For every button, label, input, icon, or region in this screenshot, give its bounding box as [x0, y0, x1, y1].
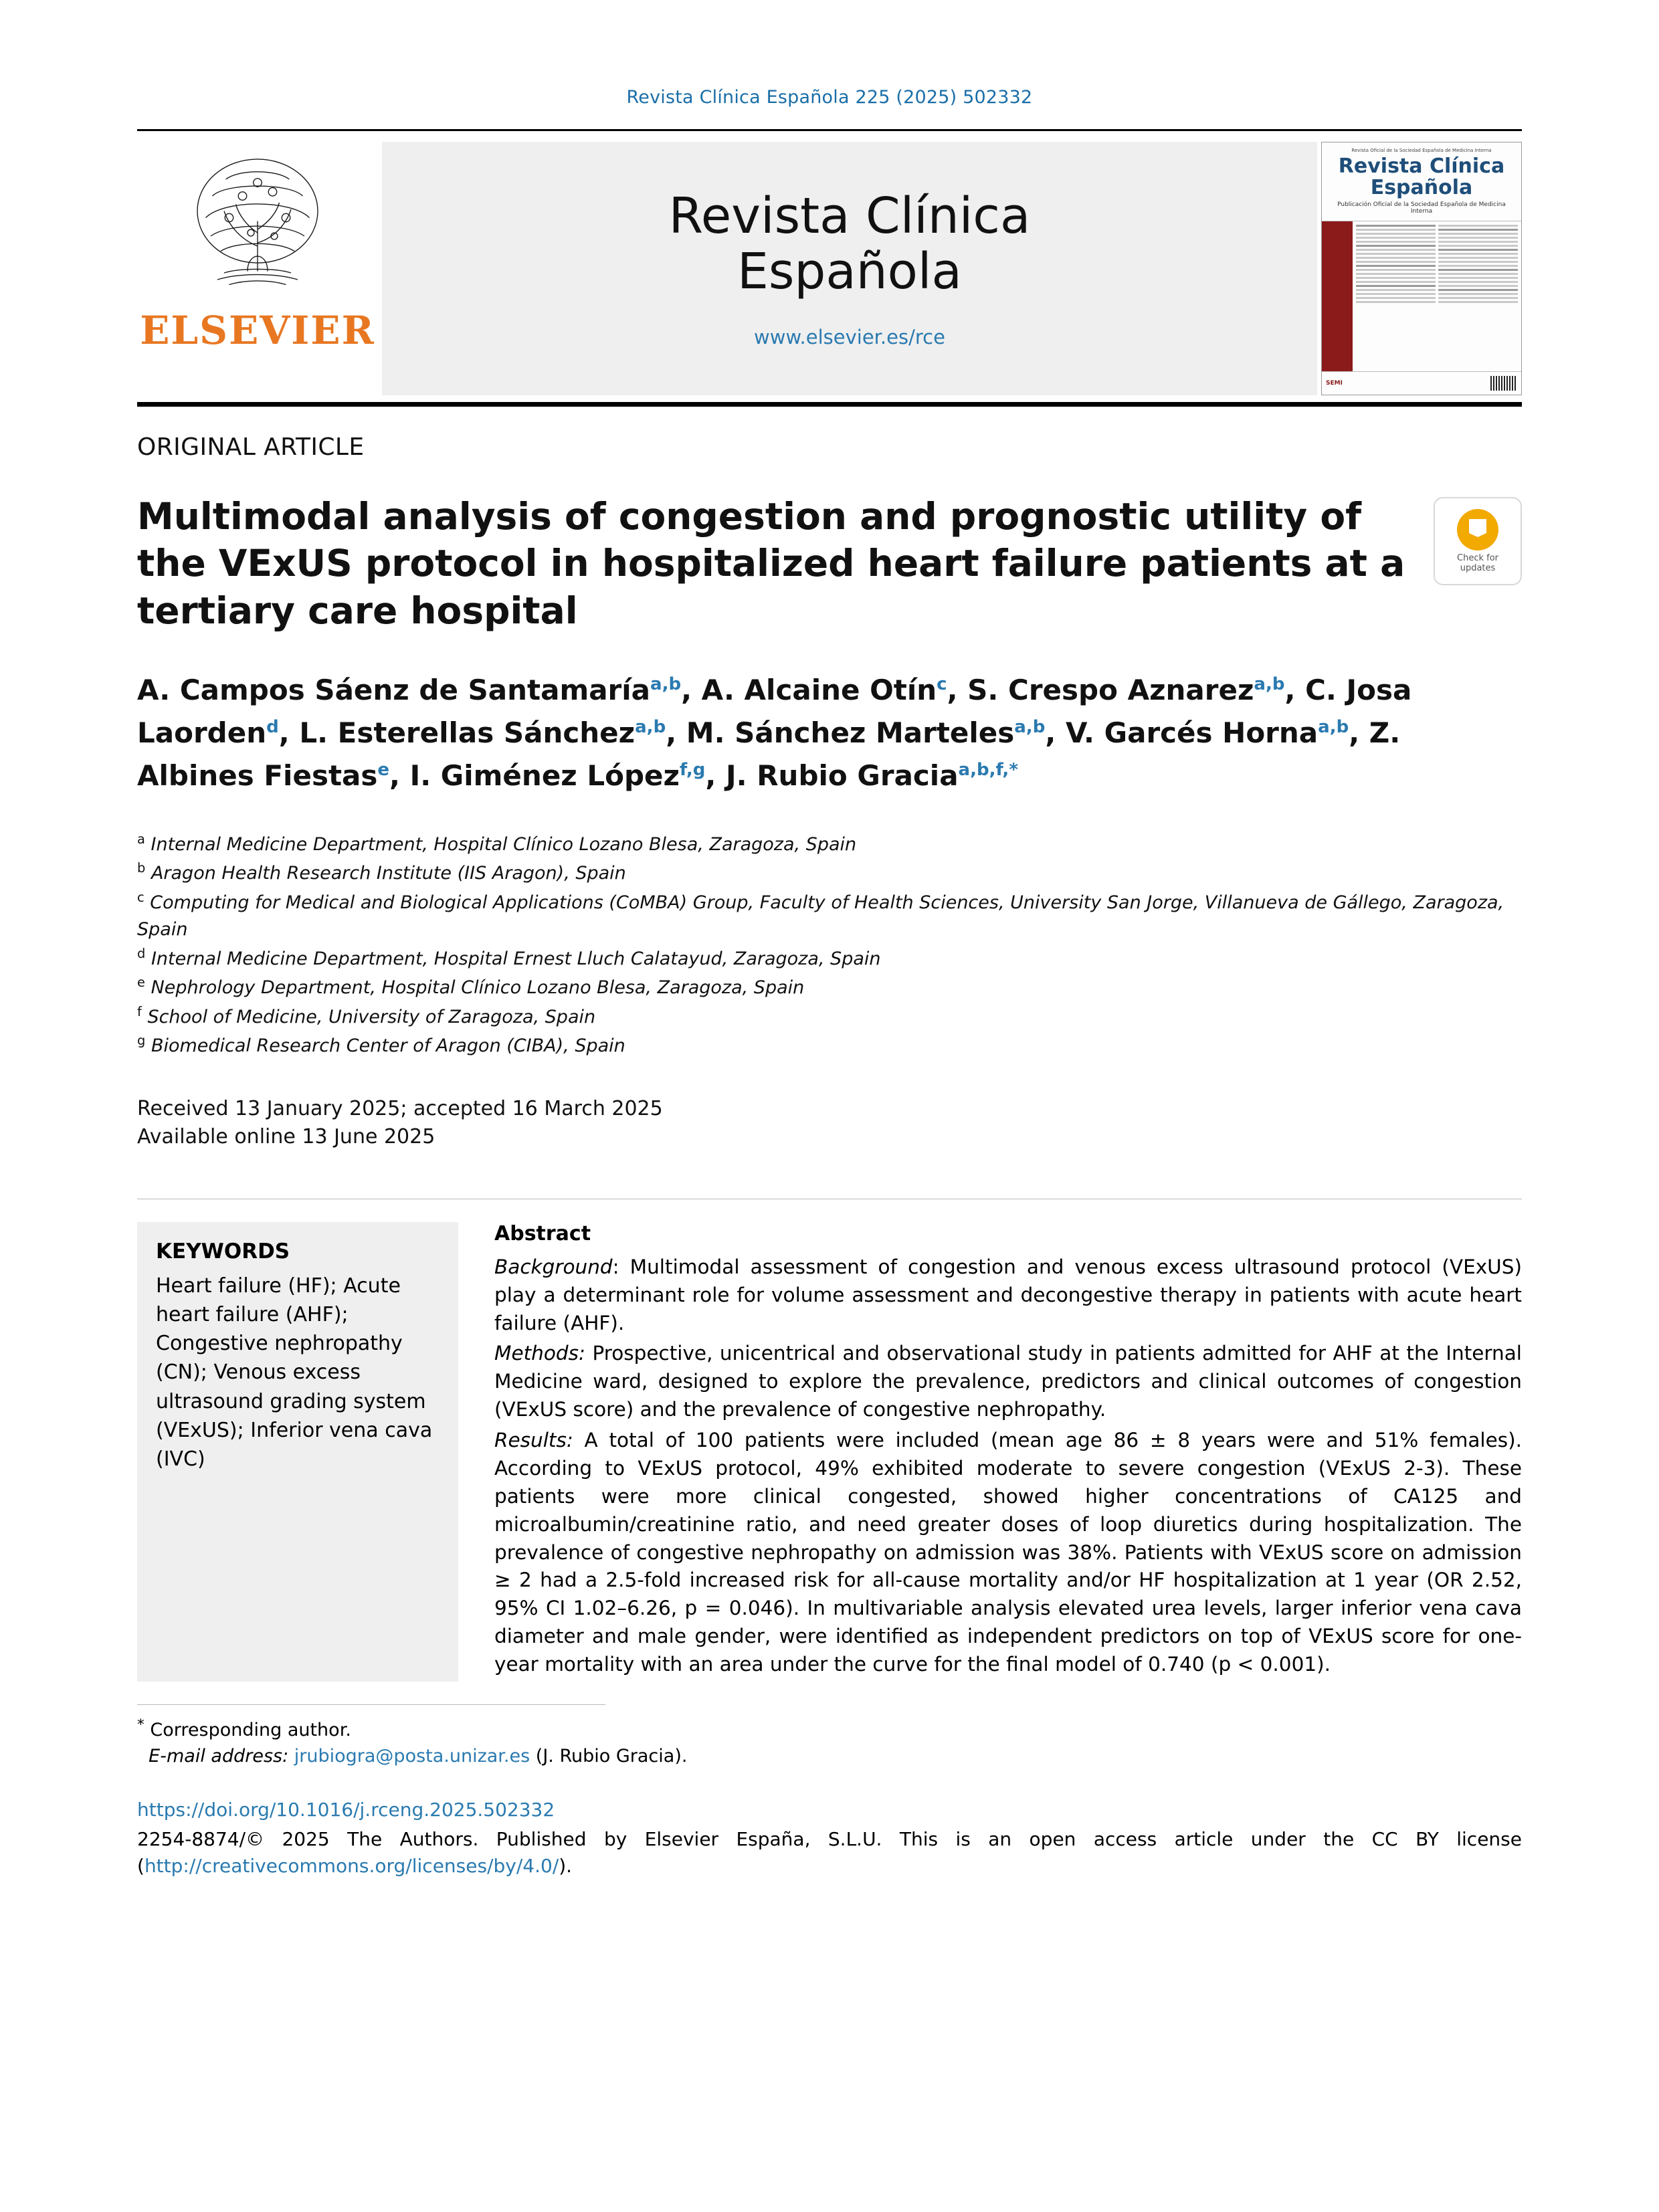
available-online-line: Available online 13 June 2025 — [137, 1125, 435, 1149]
keywords-box — [137, 1222, 458, 1682]
affiliation-item: $^e$ Nephrology Department, Hospital Clínico Lozano Blesa, Zaragoza, Spain — [137, 975, 805, 999]
journal-title-block — [382, 142, 1317, 395]
barcode-icon — [1490, 376, 1517, 391]
running-head: Revista Clínica Española 225 (2025) 502332 — [626, 87, 1033, 108]
cover-title-line1: Revista Clínica — [1338, 155, 1505, 179]
footnote-divider — [137, 1704, 605, 1705]
abstract-results: Results: A total of 100 patients were included (mean age 86 ± 8 years were and 51% females). According to VExUS protocol, 49% exhibited moderate to severe congestion (VExUS 2-3). These patients were more clinical congested, showed higher concentrations of CA125 and microalbumin/creatinine ratio, and need greater doses of loop diuretics during hospitalization. The prevalence of congestive nephropathy on admission was 38%. Patients with VExUS score on admission ≥ 2 had a 2.5-fold increased risk for all-cause mortality and/or HF hospitalization at 1 year (OR 2.52, 95% CI 1.02–6.26, p = 0.046). In multivariable analysis elevated urea levels, larger inferior vena cava diameter and male gender, were identified as independent predictors on top of VExUS score for one-year mortality with an area under the curve for the final model of 0.740 (p < 0.001). — [494, 1429, 1522, 1676]
cover-text-column — [1438, 225, 1518, 368]
crossmark-icon — [1457, 509, 1498, 550]
crossmark-label-line2: updates — [1460, 563, 1496, 573]
cover-top-note: Revista Oficial de la Sociedad Española de Medicina Interna — [1351, 148, 1492, 153]
copyright-notice: 2254-8874/© 2025 The Authors. Published by Elsevier España, S.L.U. This is an open access article under the CC BY license (http://creativecommons.org/licenses/by/4.0/). — [137, 1828, 1522, 1877]
elsevier-tree-icon — [174, 146, 341, 313]
abstract-methods: Methods: Prospective, unicentrical and observational study in patients admitted for AHF at the Internal Medicine ward, designed to explore the prevalence, predictors and clinical outcomes of congestion (VExUS score) and the prevalence of congestive nephropathy. — [494, 1342, 1522, 1421]
abstract-section — [494, 1222, 1522, 1682]
license-link[interactable]: http://creativecommons.org/licenses/by/4.0/ — [144, 1855, 559, 1877]
keywords-list: Heart failure (HF); Acute heart failure (AHF); Congestive nephropathy (CN); Venous excess ultrasound grading system (VExUS); Inferior vena cava (IVC) — [156, 1274, 433, 1471]
affiliation-item: $^b$ Aragon Health Research Institute (IIS Aragon), Spain — [137, 860, 626, 884]
affiliation-item: $^a$ Internal Medicine Department, Hospital Clínico Lozano Blesa, Zaragoza, Spain — [137, 831, 857, 855]
author-list: A. Campos Sáenz de Santamaría$^{a,b}$, A. Alcaine Otín$^c$, S. Crespo Aznarez$^{a,b}$, C. Josa Laorden$^d$, L. Esterellas Sánchez$^{a,b}$, M. Sánchez Marteles$^{a,b}$, V. Garcés Horna$^{a,b}$, Z. Albines Fiestas$^e$, I. Giménez López$^{f,g}$, J. Rubio Gracia$^{a,b,f,*}$ — [137, 674, 1412, 792]
article-history — [137, 1095, 1522, 1152]
email-link[interactable]: jrubiogra@posta.unizar.es — [294, 1746, 530, 1767]
publisher-name: ELSEVIER — [140, 308, 375, 353]
journal-cover-thumbnail — [1321, 142, 1522, 395]
affiliation-item: $^d$ Internal Medicine Department, Hospital Ernest Lluch Calatayud, Zaragoza, Spain — [137, 945, 881, 969]
corresponding-author-note: * Corresponding author. E-mail address: jrubiogra@posta.unizar.es (J. Rubio Gracia). — [137, 1716, 688, 1767]
affiliation-list — [137, 829, 1522, 1060]
cover-subtitle: Publicación Oficial de la Sociedad Española de Medicina Interna — [1337, 201, 1506, 215]
affiliation-item: $^c$ Computing for Medical and Biological Applications (CoMBA) Group, Faculty of Health Sciences, University San Jorge, Villanueva de Gállego, Zaragoza, Spain — [137, 889, 1504, 940]
crossmark-badge[interactable] — [1434, 497, 1522, 585]
publisher-logo — [137, 142, 378, 395]
abstract-heading: Abstract — [494, 1221, 591, 1245]
journal-title-line1: Revista Clínica — [668, 187, 1031, 245]
affiliation-item: $^f$ School of Medicine, University of Zaragoza, Spain — [137, 1003, 596, 1027]
crossmark-label-line1: Check for — [1457, 553, 1498, 563]
cover-spine — [1322, 221, 1353, 371]
journal-url-link[interactable]: www.elsevier.es/rce — [754, 326, 945, 349]
cover-title-line2: Española — [1370, 175, 1473, 199]
article-type-label: ORIGINAL ARTICLE — [137, 433, 365, 461]
doi-link[interactable]: https://doi.org/10.1016/j.rceng.2025.502332 — [137, 1799, 555, 1821]
society-logo: SEMI — [1326, 380, 1343, 387]
journal-title-line2: Española — [737, 242, 962, 300]
page-title: Multimodal analysis of congestion and prognostic utility of the VExUS protocol in hospitalized heart failure patients at a tertiary care hospital — [137, 495, 1405, 632]
journal-masthead — [137, 129, 1522, 407]
abstract-background: Background: Multimodal assessment of congestion and venous excess ultrasound protocol (VExUS) play a determinant role for volume assessment and decongestive therapy in patients with acute heart failure (AHF). — [494, 1255, 1522, 1334]
cover-text-column — [1356, 225, 1436, 368]
received-accepted-line: Received 13 January 2025; accepted 16 March 2025 — [137, 1096, 663, 1120]
affiliation-item: $^g$ Biomedical Research Center of Aragon (CIBA), Spain — [137, 1033, 625, 1057]
keywords-heading: KEYWORDS — [156, 1239, 290, 1264]
